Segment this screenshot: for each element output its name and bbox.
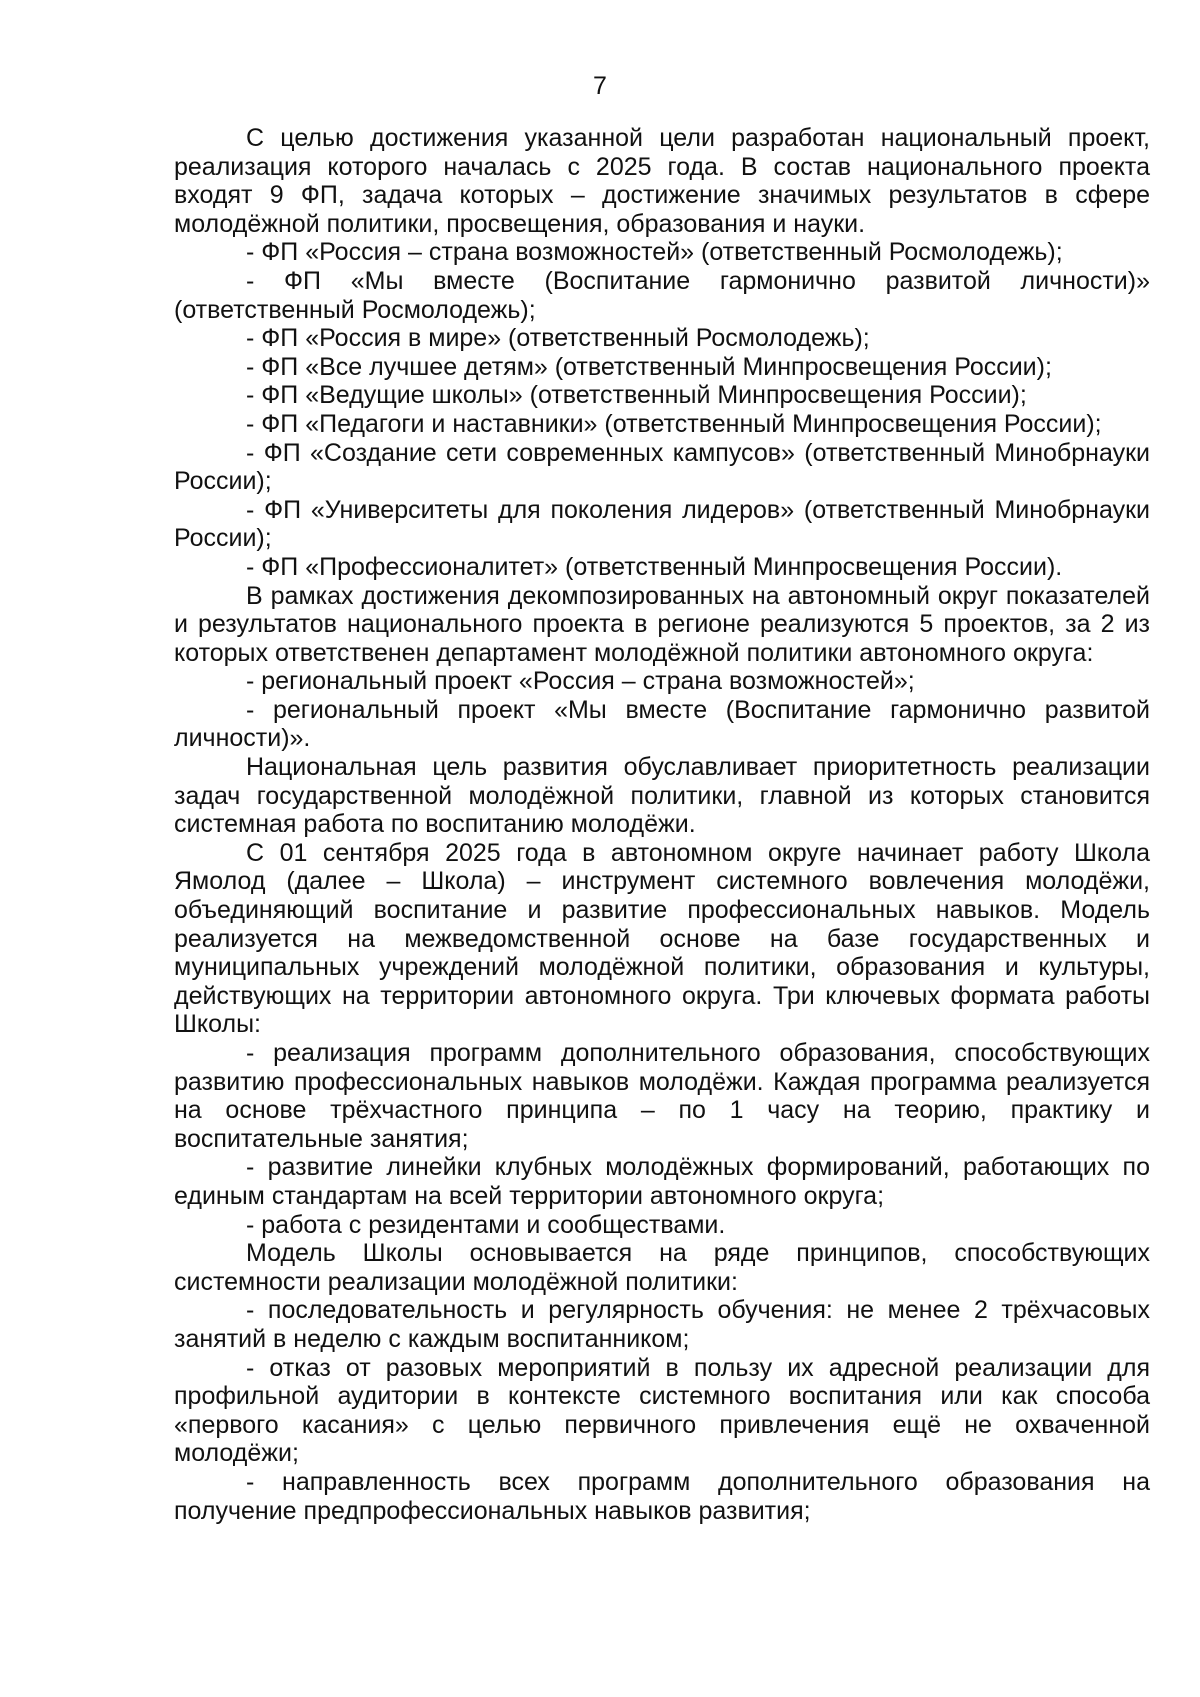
list-item-principle-2: - отказ от разовых мероприятий в пользу их адресной реализации для профильной аудитории в контексте системного воспитания или как способа «первого касания» с целью первичного привлечения ещё не охваченной молодёжи; — [174, 1353, 1150, 1468]
list-item-fp-9: - ФП «Профессионалитет» (ответственный Минпросвещения России). — [246, 552, 1063, 581]
list-item-principle-3: - направленность всех программ дополнительного образования на получение предпрофессиональных навыков развития; — [174, 1467, 1150, 1525]
list-item-fp-7: - ФП «Создание сети современных кампусов» (ответственный Минобрнауки России); — [174, 438, 1150, 496]
list-item-fp-6: - ФП «Педагоги и наставники» (ответственный Минпросвещения России); — [246, 409, 1102, 438]
list-item-fp-3: - ФП «Россия в мире» (ответственный Росмолодежь); — [246, 324, 870, 353]
paragraph-national-goal: Национальная цель развития обуславливает приоритетность реализации задач государственной молодёжной политики, главной из которых становится системная работа по воспитанию молодёжи. — [174, 753, 1150, 839]
list-item-fp-4: - ФП «Все лучшее детям» (ответственный Минпросвещения России); — [246, 352, 1052, 381]
paragraph-regional-projects: В рамках достижения декомпозированных на автономный округ показателей и результатов национального проекта в регионе реализуются 5 проектов, за 2 из которых ответственен департамент молодёжной политики автономного округа: — [174, 581, 1150, 667]
list-item-regional-1: - региональный проект «Россия – страна возможностей»; — [246, 667, 915, 696]
list-item-format-2: - развитие линейки клубных молодёжных формирований, работающих по единым стандартам на всей территории автономного округа; — [174, 1153, 1150, 1210]
list-item-principle-1: - последовательность и регулярность обучения: не менее 2 трёхчасовых занятий в неделю с каждым воспитанником; — [174, 1296, 1150, 1353]
page-number: 7 — [593, 72, 607, 100]
list-item-fp-8: - ФП «Университеты для поколения лидеров» (ответственный Минобрнауки России); — [174, 495, 1150, 553]
paragraph-school-yamolod: С 01 сентября 2025 года в автономном округе начинает работу Школа Ямолод (далее – Школа) – инструмент системного вовлечения молодёжи, объединяющий воспитание и развитие профессиональных навыков. Модель реализуется на межведомственной основе на базе государственных и муниципальных учреждений молодёжной политики, образования и культуры, действующих на территории автономного округа. Три ключевых формата работы Школы: — [174, 838, 1150, 1039]
list-item-format-1: - реализация программ дополнительного образования, способствующих развитию профессиональных навыков молодёжи. Каждая программа реализуется на основе трёхчастного принципа – по 1 часу на теорию, практику и воспитательные занятия; — [174, 1039, 1150, 1153]
paragraph-intro: С целью достижения указанной цели разработан национальный проект, реализация которого началась с 2025 года. В состав национального проекта входят 9 ФП, задача которых – достижение значимых результатов в сфере молодёжной политики, просвещения, образования и науки. — [174, 124, 1150, 238]
list-item-regional-2: - региональный проект «Мы вместе (Воспитание гармонично развитой личности)». — [174, 695, 1150, 753]
list-item-format-3: - работа с резидентами и сообществами. — [246, 1210, 726, 1239]
list-item-fp-2: - ФП «Мы вместе (Воспитание гармонично развитой личности)» (ответственный Росмолодежь); — [174, 266, 1150, 324]
list-item-fp-5: - ФП «Ведущие школы» (ответственный Минпросвещения России); — [246, 381, 1027, 410]
document-body — [174, 124, 1150, 1525]
paragraph-principles: Модель Школы основывается на ряде принципов, способствующих системности реализации молодёжной политики: — [174, 1239, 1150, 1296]
list-item-fp-1: - ФП «Россия – страна возможностей» (ответственный Росмолодежь); — [246, 238, 1063, 267]
